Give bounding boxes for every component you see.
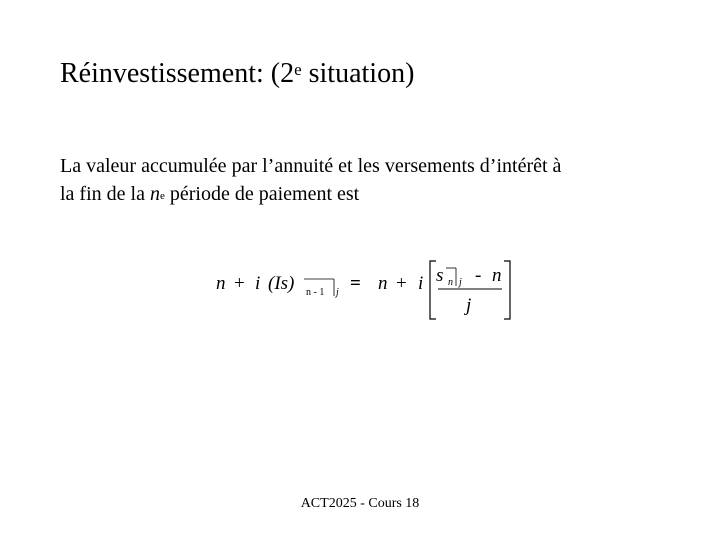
formula-plus-1: + — [234, 273, 245, 294]
formula-lhs-n: n — [216, 273, 226, 294]
formula-lhs-is: (Is) — [268, 273, 295, 294]
formula-rhs-n: n — [378, 273, 388, 294]
formula-numerator-s: s — [436, 265, 444, 286]
formula-lhs-subscript: n - 1 — [306, 287, 325, 298]
title-text-before: Réinvestissement: (2 — [60, 58, 295, 89]
title-text-after: situation) — [301, 58, 415, 89]
formula-rhs-i: i — [418, 273, 424, 294]
formula-plus-2: + — [396, 273, 407, 294]
formula-right-bracket — [504, 261, 510, 319]
formula-numerator-subscript-n: n — [448, 277, 453, 288]
formula-numerator-minus: - — [475, 265, 482, 286]
body-line-2-sup: e — [159, 190, 165, 202]
formula-equals: = — [350, 273, 361, 294]
formula-numerator-n: n — [492, 265, 502, 286]
formula — [210, 255, 530, 325]
body-line-2-b: période de paiement est — [164, 183, 360, 205]
body-line-2-n: n — [149, 183, 160, 205]
formula-lhs-i: i — [255, 273, 261, 294]
body-text — [60, 152, 700, 208]
title-superscript: e — [294, 60, 302, 79]
body-line-1: La valeur accumulée par l’annuité et les versements d’intérêt à — [60, 155, 562, 177]
formula-lhs-subscript-j: j — [336, 287, 339, 298]
formula-numerator-subscript-j: j — [459, 277, 462, 288]
slide-title — [60, 56, 414, 92]
slide-footer: ACT2025 - Cours 18 — [300, 496, 420, 511]
formula-denominator-j: j — [466, 295, 472, 316]
body-line-2 — [60, 180, 700, 208]
body-line-2-a: la fin de la — [60, 183, 150, 205]
